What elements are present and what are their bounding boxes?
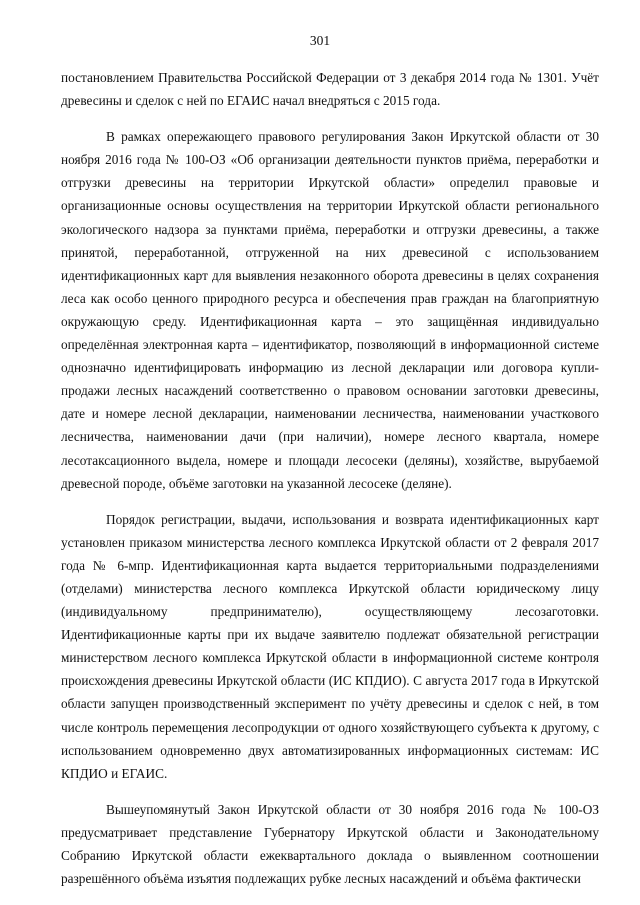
paragraph-identification-cards: Порядок регистрации, выдачи, использования и возврата идентификационных карт установлен приказом министерства лесного комплекса Иркутской области от 2 февраля 2017 года № 6-мпр. Идентификационная карта выдается территориальными подразделениями (отделами) министерства лесного комплекса Иркутской области юридическому лицу (индивидуальному предпринимателю), осуществляющему лесозаготовки. Идентификационные карты при их выдаче заявителю подлежат обязательной регистрации министерством лесного комплекса Иркутской области в информационной системе контроля происхождения древесины Иркутской области (ИС КПДИО). С августа 2017 года в Иркутской области запущен производственный эксперимент по учёту древесины и сделок с ней, в том числе контроль перемещения лесопродукции от одного хозяйствующего субъекта к другому, с использованием одновременно двух автоматизированных информационных системам: ИС КПДИО и ЕГАИС. [61, 511, 599, 781]
page-number: 301 [309, 33, 331, 48]
document-body [61, 66, 599, 890]
paragraph-continuation: постановлением Правительства Российской Федерации от 3 декабря 2014 года № 1301. Учёт древесины и сделок с ней по ЕГАИС начал внедряться с 2015 года. [61, 70, 599, 109]
paragraph-irkutsk-law: В рамках опережающего правового регулирования Закон Иркутской области от 30 ноября 2016 года № 100-ОЗ «Об организации деятельности пунктов приёма, переработки и отгрузки древесины на территории Иркутской области» определил правовые и организационные основы осуществления на территории Иркутской области регионального экологического надзора за пунктами приёма, переработки и отгрузки древесины, а также принятой, переработанной, отгруженной на них древесиной с использованием идентификационных карт для выявления незаконного оборота древесины в целях сохранения леса как особо ценного природного ресурса и обеспечения прав граждан на благоприятную окружающую среду. Идентификационная карта – это защищённая индивидуально определённая электронная карта – идентификатор, позволяющий в информационной системе однозначно идентифицировать информацию из лесной декларации или договора купли-продажи лесных насаждений соответственно о правовом основании заготовки древесины, дате и номере лесной декларации, наименовании лесничества, наименовании участкового лесничества, наименовании дачи (при наличии), номере лесного квартала, номере лесотаксационного выдела, номере и площади лесосеки (деляны), хозяйстве, вырубаемой древесной породе, объёме заготовки на указанной лесосеке (деляне). [61, 129, 599, 491]
paragraph-quarterly-report: Вышеупомянутый Закон Иркутской области от 30 ноября 2016 года № 100-ОЗ предусматривает представление Губернатору Иркутской области и Законодательному Собранию Иркутской области ежеквартального доклада о выявленном соотношении разрешённого объёма изъятия подлежащих рубке лесных насаждений и объёма фактически [61, 801, 599, 887]
